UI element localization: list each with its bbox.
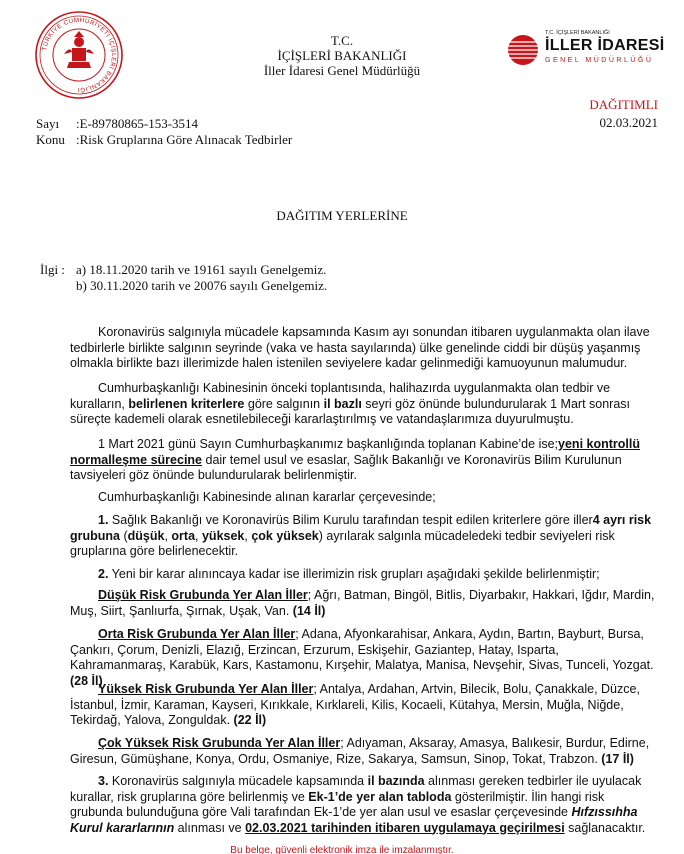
group-medium (70, 627, 655, 689)
konu-label: Konu (36, 132, 65, 147)
p5-medium: orta (171, 528, 196, 543)
p3-bold-underlined: yeni kontrollü normalleşme sürecine (70, 437, 640, 467)
distribution-label: DAĞITIMLI (589, 97, 658, 112)
group-medium-list: ; Adana, Afyonkarahisar, Ankara, Aydın, Bartın, Bayburt, Bursa, Çankırı, Çorum, Denizli, Elazığ, Erzincan, Erzurum, Eskişehir, Gaziantep, Hatay, Isparta, Kahramanmaraş, Karabük, Kars, Kastamonu, Kırşehir, Malatya, Manisa, Nevşehir, Sivas, Tunceli, Yozgat. (70, 627, 654, 672)
p5-text-l: ) ayrılarak salgınla mücadeledeki tedbir seviyeleri risk gruplarına göre belirlenecektir. (70, 528, 615, 558)
logo-big-text: İLLER İDARESİ (545, 37, 665, 54)
recipient: DAĞITIM YERLERİNE (276, 208, 408, 223)
p2-bold-province: il bazlı (323, 396, 362, 411)
p7-text-f: gösterilmiştir. İlin hangi risk grubunda bulunduğuna göre Vali tarafından Ek-1’de yer alan usul ve esaslar çerçevesinde (70, 789, 605, 819)
group-high-count: (22 İl) (233, 713, 267, 727)
p7-text-b: Koronavirüs salgınıyla mücadele kapsamında (108, 774, 368, 788)
group-low (70, 588, 655, 619)
p6-number: 2. (98, 567, 109, 581)
svg-text:TÜRKİYE CUMHURİYETİ İÇİŞLERİ B: TÜRKİYE CUMHURİYETİ İÇİŞLERİ BAKANLIĞI (41, 16, 118, 94)
paragraph-3 (70, 437, 655, 484)
p7-text-h: alınması ve (174, 820, 246, 835)
group-medium-title: Orta Risk Grubunda Yer Alan İller (98, 627, 296, 641)
group-high (70, 682, 655, 729)
group-very-high-count: (17 İl) (601, 751, 634, 766)
p5-very-high: çok yüksek (251, 528, 319, 543)
p7-text-j: sağlanacaktır. (564, 820, 646, 835)
group-low-list: ; Ağrı, Batman, Bingöl, Bitlis, Diyarbakır, Hakkari, Iğdır, Mardin, Muş, Siirt, Şanlıurfa, Şırnak, Uşak, Van. (70, 588, 655, 618)
group-low-count: (14 İl) (292, 603, 326, 618)
ilgi-label: İlgi : (40, 262, 65, 277)
p2-bold-criteria: belirlenen kriterlere (128, 396, 245, 411)
p7-bold-table: Ek-1’de yer alan tabloda (308, 789, 452, 804)
p5-text-b: Sağlık Bakanlığı ve Koronavirüs Bilim Kurulu tarafından tespit edilen kriterlere göre iller (108, 513, 593, 527)
p5-paren-open: ( (120, 528, 128, 543)
paragraph-6 (70, 567, 655, 583)
p5-sep2: , (195, 528, 202, 543)
header (0, 33, 684, 78)
p5-sep1: , (164, 528, 172, 543)
e-signature-note: Bu belge, güvenli elektronik imza ile imzalanmıştır. (230, 845, 454, 854)
p2-text-c: göre salgının (244, 396, 324, 411)
sayi-value: :E-89780865-153-3514 (76, 116, 199, 131)
p7-number: 3. (98, 774, 109, 788)
p7-bold-date: 02.03.2021 tarihinden itibaren uygulamaya geçirilmesi (245, 820, 565, 835)
p2-text-a: Cumhurbaşkanlığı Kabinesinin önceki toplantısında, halihazırda uygulanmakta olan tedbir ve kuralların, (70, 381, 611, 411)
group-very-high (70, 736, 655, 767)
ilgi-b: b) 30.11.2020 tarih ve 20076 sayılı Genelgemiz. (76, 278, 328, 293)
p7-text-d: alınması gereken tedbirler ile uyulacak kurallar, risk gruplarına göre belirlenmiş ve (70, 774, 642, 804)
p5-low: düşük (127, 528, 165, 543)
p3-text-c: dair temel usul ve esaslar, Sağlık Bakanlığı ve Koronavirüs Bilim Kurulunun tavsiyeleri göz önünde bulundurularak belirlenmiştir. (70, 452, 622, 482)
paragraph-5 (70, 513, 655, 560)
header-line-3: İller İdaresi Genel Müdürlüğü (263, 63, 421, 78)
p2-text-e: seyri göz önünde bulundurularak 1 Mart sonrası süreçte kademeli olarak esnetilebileceği kararlaştırılmış ve vatandaşlarımıza duyurulmuştu. (70, 396, 631, 426)
konu-value: :Risk Gruplarına Göre Alınacak Tedbirler (76, 132, 293, 147)
paragraph-2 (70, 381, 655, 428)
group-high-list: ; Antalya, Ardahan, Artvin, Bilecik, Bolu, Çanakkale, Düzce, İstanbul, İzmir, Karaman, Kayseri, Kırıkkale, Kırklareli, Kilis, Kocaeli, Kütahya, Mersin, Muğla, Niğde, Tekirdağ, Yalova, Zonguldak. (70, 682, 640, 727)
group-low-title: Düşük Risk Grubunda Yer Alan İller (98, 588, 308, 602)
paragraph-7 (70, 774, 655, 836)
logo-small-text: T.C. İÇİŞLERİ BAKANLIĞI (545, 30, 610, 36)
paragraph-1 (70, 325, 655, 372)
ilgi-a: a) 18.11.2020 tarih ve 19161 sayılı Genelgemiz. (76, 262, 327, 277)
p4-text: Cumhurbaşkanlığı Kabinesinde alınan kararlar çerçevesinde; (98, 490, 436, 504)
group-medium-count: (28 İl) (70, 673, 103, 688)
p5-sep3: , (244, 528, 252, 543)
document-date: 02.03.2021 (599, 115, 658, 130)
p7-bold-italic-decisions: Hıfzıssıhha Kurul kararlarının (70, 805, 638, 835)
p5-high: yüksek (201, 528, 245, 543)
sayi-label: Sayı (36, 116, 60, 131)
header-line-2: İÇİŞLERİ BAKANLIĞI (277, 48, 407, 63)
logo-sub-text: GENEL MÜDÜRLÜĞÜ (545, 57, 654, 64)
p7-bold-province: il bazında (367, 774, 425, 788)
p3-text-a: 1 Mart 2021 günü Sayın Cumhurbaşkanımız başkanlığında toplanan Kabine’de ise; (98, 437, 559, 451)
p5-number: 1. (98, 513, 109, 527)
p6-text: Yeni bir karar alınıncaya kadar ise illerimizin risk grupları aşağıdaki şekilde belirlenmiştir; (108, 567, 600, 581)
header-line-1: T.C. (330, 33, 354, 48)
paragraph-4 (70, 490, 655, 506)
group-very-high-list: ; Adıyaman, Aksaray, Amasya, Balıkesir, Burdur, Edirne, Giresun, Gümüşhane, Konya, Ordu, Osmaniye, Rize, Sakarya, Samsun, Sinop, Tokat, Trabzon. (70, 736, 650, 766)
p5-bold-groups: 4 ayrı risk grubuna (70, 513, 652, 543)
group-very-high-title: Çok Yüksek Risk Grubunda Yer Alan İller (98, 736, 341, 750)
group-high-title: Yüksek Risk Grubunda Yer Alan İller (98, 682, 314, 696)
paragraph-1-text: Koronavirüs salgınıyla mücadele kapsamında Kasım ayı sonundan itibaren uygulanmakta olan ilave tedbirlerle birlikte salgının seyrinde (vaka ve hasta sayılarında) ülke genelinde ciddi bir düşüş yaşanmış olmakla birlikte bazı illerimizde halen istenilen seviyelere kadar gelinmediği kamuoyunun malumudur. (70, 325, 650, 370)
